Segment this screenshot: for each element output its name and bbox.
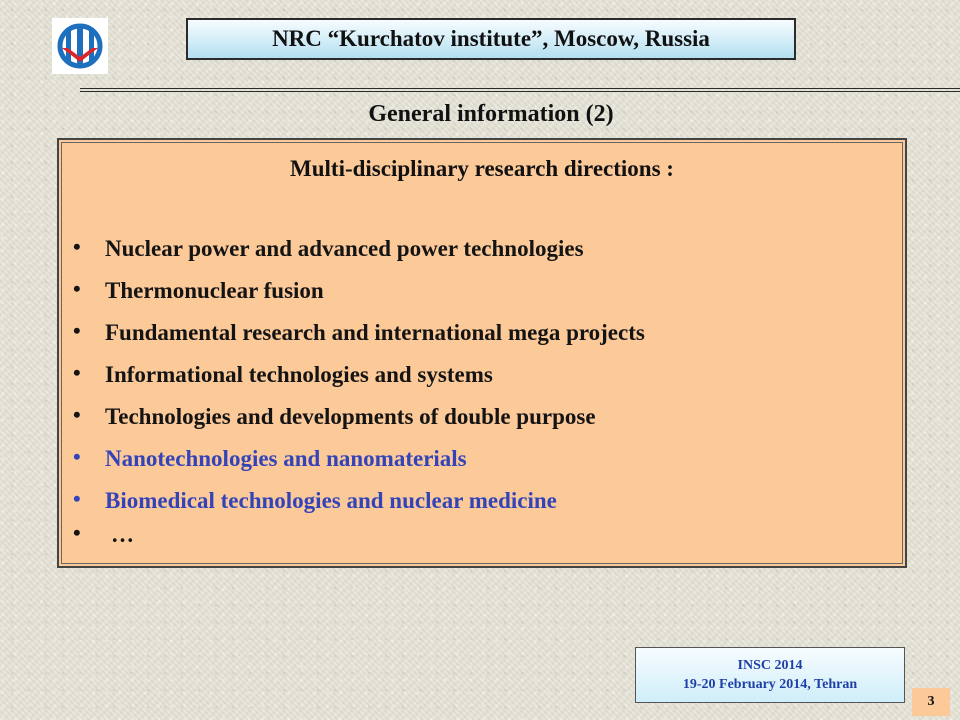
bullet-icon: • <box>73 234 81 259</box>
bullet-icon: • <box>73 486 81 511</box>
list-item-text: … <box>111 522 134 547</box>
list-item-text: Informational technologies and systems <box>105 362 493 387</box>
list-item-text: Technologies and developments of double purpose <box>105 404 596 429</box>
list-item-text: Biomedical technologies and nuclear medicine <box>105 488 557 513</box>
bullet-icon: • <box>73 520 81 545</box>
research-directions-panel <box>57 138 907 568</box>
organization-title: NRC “Kurchatov institute”, Moscow, Russia <box>272 26 710 51</box>
panel-heading: Multi-disciplinary research directions : <box>290 156 674 181</box>
bullet-icon: • <box>73 444 81 469</box>
bullet-icon: • <box>73 276 81 301</box>
slide-title: General information (2) <box>368 101 614 127</box>
bullet-icon: • <box>73 360 81 385</box>
kurchatov-logo-icon <box>52 18 108 74</box>
list-item-text: Nuclear power and advanced power technologies <box>105 236 584 261</box>
list-item-text: Thermonuclear fusion <box>105 278 324 303</box>
header-divider <box>80 88 960 92</box>
conference-info <box>635 647 905 703</box>
organization-header <box>186 18 796 60</box>
list-item-text: Fundamental research and international mega projects <box>105 320 645 345</box>
bullet-icon: • <box>73 318 81 343</box>
page-number: 3 <box>912 688 950 716</box>
conference-name: INSC 2014 <box>737 658 803 673</box>
list-item-text: Nanotechnologies and nanomaterials <box>105 446 467 471</box>
bullet-icon: • <box>73 402 81 427</box>
conference-dates: 19-20 February 2014, Tehran <box>682 677 858 692</box>
